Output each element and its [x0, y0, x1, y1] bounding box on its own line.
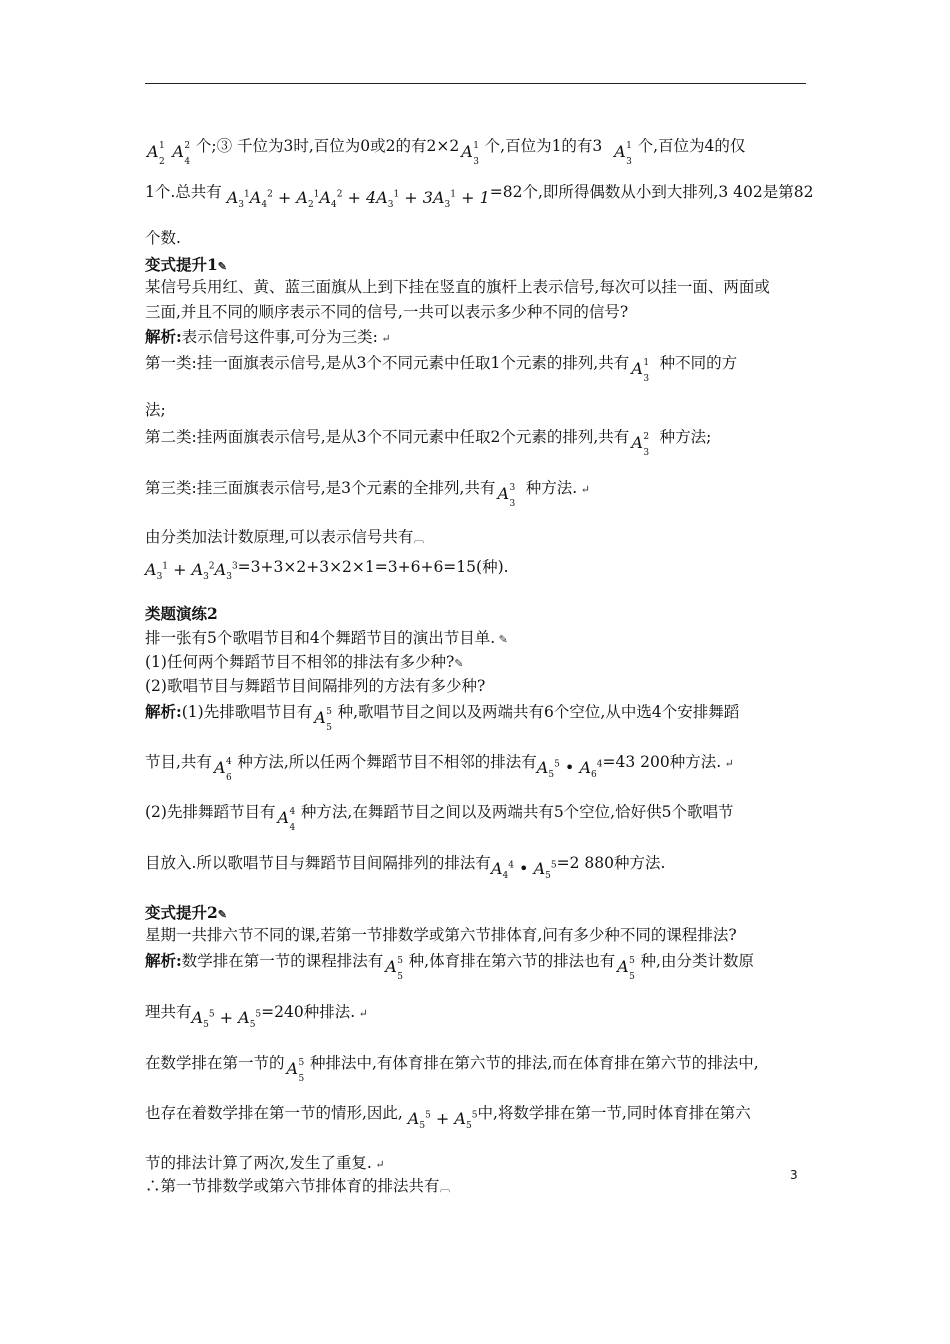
- text-line: 目放入.所以歌唱节目与舞蹈节目间隔排列的排法有$A_4^4$ • $A_5^5=2$ 880种方法.: [145, 854, 666, 882]
- math-formula: A 4 6: [213, 757, 232, 783]
- text-line: 星期一共排六节不同的课,若第一节排数学或第六节排体育,问有多少种不同的课程排法?: [145, 926, 737, 944]
- math-formula: $A_5^5 + A_5^5$: [191, 1008, 262, 1031]
- text-line: 第一类:挂一面旗表示信号,是从3个不同元素中任取1个元素的排列,共有 A 1 3 种不同的方: [145, 354, 738, 384]
- header-rule: [145, 83, 806, 84]
- text-line: 节目,共有 A 4 6 种方法,所以任两个舞蹈节目不相邻的排法有$A_5^5$ • $A_6^4=43$ 200种方法. ↵: [145, 753, 734, 783]
- math-formula: A 3 3: [497, 483, 516, 509]
- text-line: (2)先排舞蹈节目有 A 4 4 种方法,在舞蹈节目之间以及两端共有5个空位,恰好供5个歌唱节: [145, 803, 734, 833]
- text-line: A 1 2 A 2 4 个;③ 千位为3时,百位为0或2的有2×2 A 1 3 个,百位为1的有3 A 1 3 个,百位为4的仅: [147, 137, 746, 167]
- text-line: 在数学排在第一节的 A 5 5 种排法中,有体育排在第六节的排法,而在体育排在第六节的排法中,: [145, 1054, 759, 1084]
- math-formula: A 1 3: [631, 358, 650, 384]
- math-formula: A 4 4: [277, 807, 296, 833]
- math-formula: A 1 3: [461, 141, 479, 167]
- page-number: 3: [790, 1168, 798, 1182]
- math-formula: A 2 4: [172, 141, 191, 167]
- section-heading: 变式提升1✎: [145, 255, 228, 274]
- text-line: ∴第一节排数学或第六节排体育的排法共有︹: [145, 1177, 451, 1195]
- math-formula: A 5 5: [314, 707, 332, 733]
- math-formula: A 5 5: [617, 956, 635, 982]
- text-line: 解析:(1)先排歌唱节目有 A 5 5 种,歌唱节目之间以及两端共有6个空位,从中选4个安排舞蹈: [145, 702, 740, 733]
- text-line: 节的排法计算了两次,发生了重复. ↵: [145, 1154, 385, 1172]
- section-heading: 变式提升2✎: [145, 903, 228, 922]
- section-heading: 类题演练2: [145, 604, 218, 623]
- math-formula: $A_5^5$ • $A_6^4$: [536, 758, 603, 781]
- math-formula: $A_5^5 + A_5^5$: [407, 1109, 478, 1132]
- text-line: 也存在着数学排在第一节的情形,因此, $A_5^5 + A_5^5$中,将数学排在第一节,同时体育排在第六: [145, 1104, 751, 1132]
- text-line: 理共有$A_5^5 + A_5^5=240$种排法. ↵: [145, 1003, 368, 1031]
- math-formula: A 5 5: [286, 1058, 305, 1084]
- text-line: 由分类加法计数原理,可以表示信号共有︹: [145, 528, 425, 546]
- text-line: 解析:数学排在第一节的课程排法有 A 5 5 种,体育排在第六节的排法也有 A 5 5 种,由分类计数原: [145, 951, 754, 982]
- math-formula: A 5 5: [385, 956, 403, 982]
- math-formula: $A_4^4$ • $A_5^5$: [490, 859, 557, 882]
- text-line: 解析:表示信号这件事,可分为三类: ↵: [145, 327, 391, 346]
- text-line: $A_3^1 + A_3^2A_3^3=3+3\times 2+3\times 2\times 1=3+6+6=15$(种).: [145, 558, 509, 583]
- math-formula: A 2 3: [631, 432, 650, 458]
- text-line: 第二类:挂两面旗表示信号,是从3个不同元素中任取2个元素的排列,共有 A 2 3 种方法;: [145, 428, 712, 458]
- text-line: 1个.总共有 $A_3^1A_4^2 + A_2^1A_4^2 + 4A_3^1 + 3A_3^1 + 1=82$个,即所得偶数从小到大排列,3 402是第82: [145, 183, 814, 211]
- text-line: 某信号兵用红、黄、蓝三面旗从上到下挂在竖直的旗杆上表示信号,每次可以挂一面、两面或: [145, 278, 770, 296]
- text-line: (2)歌唱节目与舞蹈节目间隔排列的方法有多少种?: [145, 677, 486, 695]
- math-formula: A 1 2: [147, 141, 165, 167]
- math-formula: A 1 3: [614, 141, 632, 167]
- text-line: 个数.: [145, 229, 181, 247]
- text-line: 三面,并且不同的顺序表示不同的信号,一共可以表示多少种不同的信号?: [145, 303, 629, 321]
- math-formula: $A_3^1A_4^2 + A_2^1A_4^2 + 4A_3^1 + 3A_3^1 + 1$: [226, 188, 490, 211]
- text-line: 第三类:挂三面旗表示信号,是3个元素的全排列,共有 A 3 3 种方法. ↵: [145, 479, 590, 509]
- text-line: (1)任何两个舞蹈节目不相邻的排法有多少种?✎: [145, 653, 464, 671]
- math-formula: $A_3^1 + A_3^2A_3^3$: [145, 560, 238, 583]
- text-line: 排一张有5个歌唱节目和4个舞蹈节目的演出节目单. ✎: [145, 629, 508, 647]
- text-line: 法;: [145, 401, 166, 419]
